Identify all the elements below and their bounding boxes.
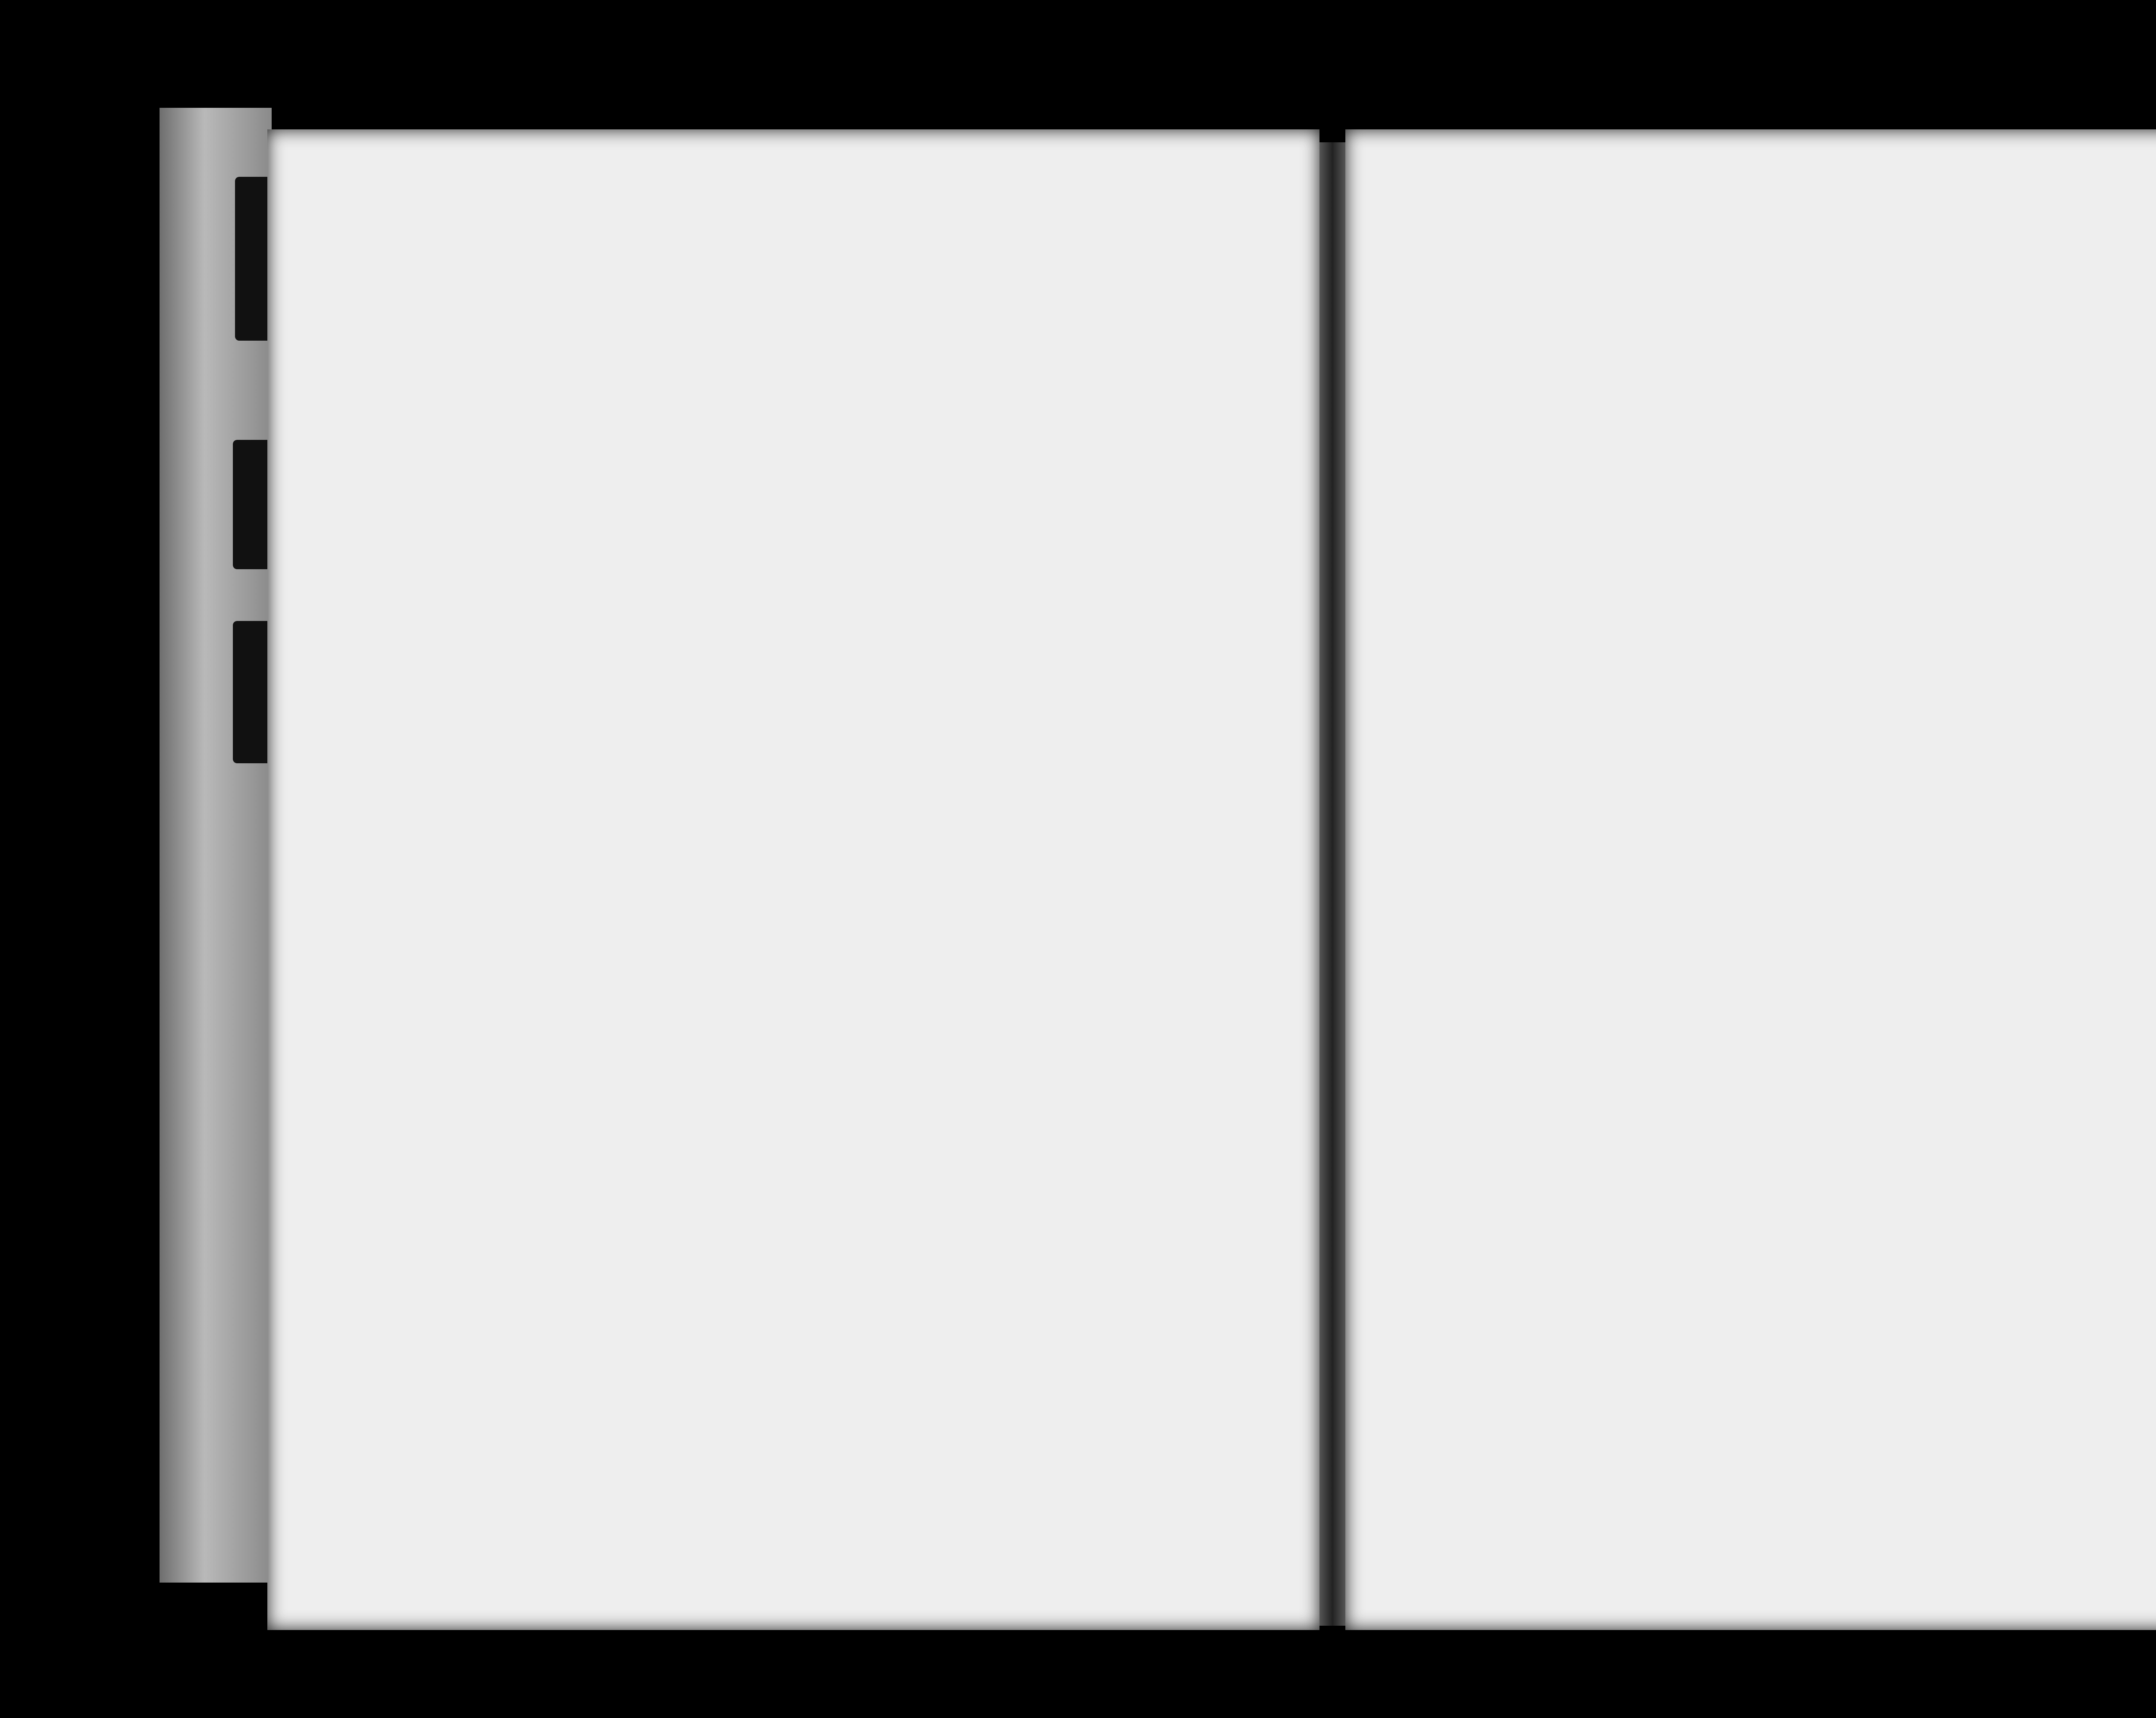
book-gutter	[1319, 142, 1345, 1626]
right-page	[1345, 129, 2156, 1630]
left-page	[267, 129, 1319, 1630]
